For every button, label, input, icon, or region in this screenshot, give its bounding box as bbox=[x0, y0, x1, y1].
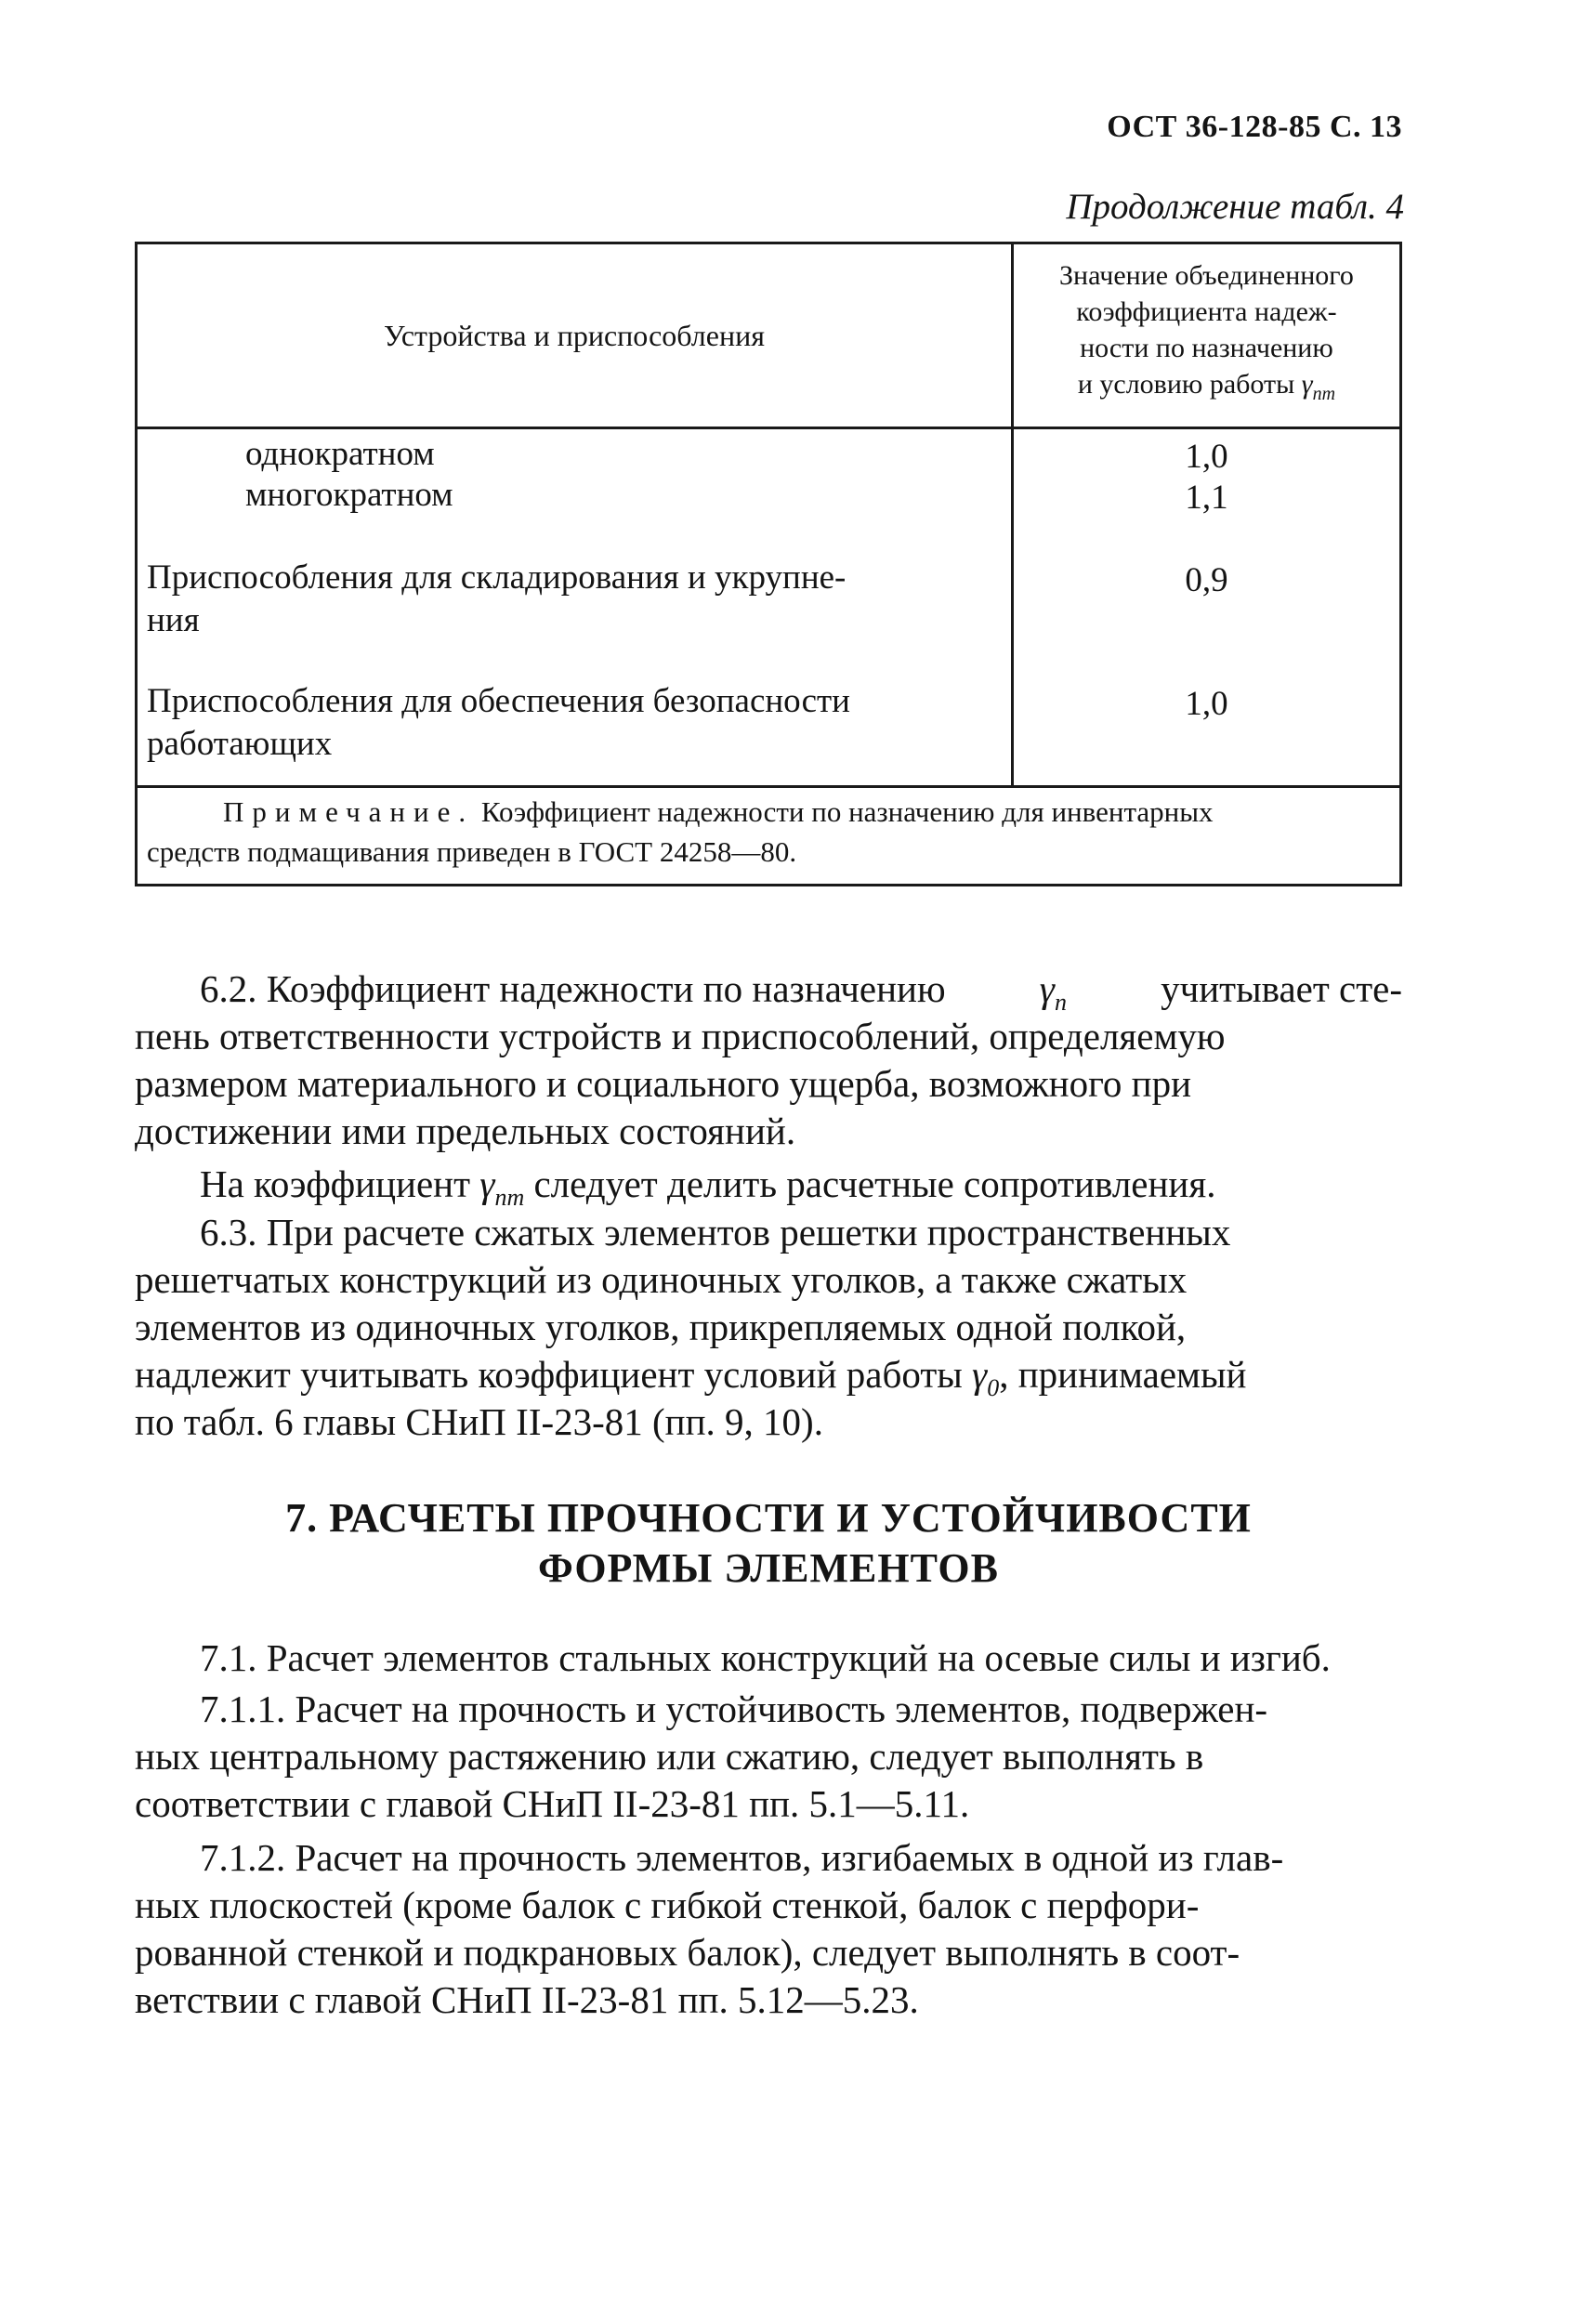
table-header-devices bbox=[138, 244, 1011, 427]
para-7-1: 7.1. Расчет элементов стальных конструкций на осевые силы и изгиб. bbox=[200, 1636, 1331, 1679]
gamma-letter: γ bbox=[1301, 369, 1313, 400]
table-continuation-label: Продолжение табл. 4 bbox=[1066, 187, 1404, 227]
table-header-coefficient bbox=[1011, 244, 1399, 427]
gamma-subscript: nm bbox=[1312, 384, 1336, 404]
header-coefficient-line-last bbox=[1014, 366, 1399, 413]
para-6-2-line-4: достижении ими предельных состояний. bbox=[135, 1109, 796, 1152]
para-6-3-line-2: решетчатых конструкций из одиночных уголков, а также сжатых bbox=[135, 1258, 1188, 1301]
row-value-multiple: 1,1 bbox=[1185, 479, 1228, 517]
gamma-letter: γ bbox=[972, 1353, 988, 1396]
para-6-2-line-2: пень ответственности устройств и приспособлений, определяемую bbox=[135, 1015, 1226, 1057]
gamma-0-symbol bbox=[972, 1353, 1000, 1402]
para-7-1-2-line-3: рованной стенкой и подкрановых балок), следует выполнять в соот- bbox=[135, 1931, 1240, 1974]
row-label-storage bbox=[147, 557, 846, 642]
row-value-single: 1,0 bbox=[1185, 438, 1228, 476]
text-span: 6.2. Коэффициент надежности по назначению bbox=[200, 967, 946, 1010]
section-title-line-1: 7. РАСЧЕТЫ ПРОЧНОСТИ И УСТОЙЧИВОСТИ bbox=[285, 1495, 1252, 1541]
row-label-multiple: многократном bbox=[245, 476, 453, 514]
row-label-line: ния bbox=[147, 601, 200, 639]
text-span: На коэффициент bbox=[200, 1162, 471, 1205]
row-label-line: Приспособления для складирования и укрупне- bbox=[147, 558, 846, 597]
para-6-3-line-5: по табл. 6 главы СНиП II-23-81 (пп. 9, 10). bbox=[135, 1400, 823, 1443]
header-devices-text: Устройства и приспособления bbox=[384, 318, 765, 352]
coefficient-table bbox=[135, 242, 1402, 886]
para-6-3-line-1: 6.3. При расчете сжатых элементов решетки пространственных bbox=[200, 1211, 1231, 1254]
table-body bbox=[138, 429, 1399, 788]
text-span: следует делить расчетные сопротивления. bbox=[533, 1162, 1216, 1205]
header-coefficient-text: и условию работы bbox=[1077, 369, 1295, 400]
text-span: надлежит учитывать коэффициент условий работы bbox=[135, 1353, 963, 1396]
text-span: учитывает сте- bbox=[1161, 967, 1402, 1010]
note-label: Примечание. bbox=[223, 795, 475, 828]
para-7-1-2-line-1: 7.1.2. Расчет на прочность элементов, изгибаемых в одной из глав- bbox=[200, 1836, 1284, 1879]
running-head: ОСТ 36-128-85 С. 13 bbox=[1107, 110, 1402, 144]
table-body-labels bbox=[138, 429, 1011, 785]
para-7-1-1-line-2: ных центральному растяжению или сжатию, следует выполнять в bbox=[135, 1735, 1204, 1778]
text-span: , принимаемый bbox=[999, 1353, 1247, 1396]
gamma-subscript: 0 bbox=[987, 1374, 1000, 1402]
gamma-nm-symbol bbox=[1301, 369, 1336, 404]
table-body-values bbox=[1011, 429, 1399, 785]
note-text-1: Коэффициент надежности по назначению для инвентарных bbox=[480, 795, 1214, 828]
gamma-subscript: n bbox=[1054, 989, 1067, 1017]
row-value-safety: 1,0 bbox=[1185, 685, 1228, 723]
gamma-letter: γ bbox=[1039, 967, 1055, 1010]
header-coefficient-line: Значение объединенного bbox=[1059, 260, 1354, 291]
note-line-1 bbox=[223, 792, 1214, 832]
para-7-1-2-line-4: ветствии с главой СНиП II-23-81 пп. 5.12—5.23. bbox=[135, 1978, 919, 2021]
row-label-line: работающих bbox=[147, 725, 333, 763]
para-6-2-line-3: размером материального и социального ущерба, возможного при bbox=[135, 1062, 1192, 1105]
note-line-2: средств подмащивания приведен в ГОСТ 24258—80. bbox=[147, 835, 797, 868]
para-7-1-1-line-3: соответствии с главой СНиП II-23-81 пп. 5.1—5.11. bbox=[135, 1782, 970, 1825]
row-label-safety bbox=[147, 680, 850, 766]
header-coefficient-line: ности по назначению bbox=[1080, 333, 1333, 363]
row-label-single: однократном bbox=[245, 435, 435, 473]
gamma-letter: γ bbox=[479, 1162, 495, 1205]
row-label-line: Приспособления для обеспечения безопасности bbox=[147, 682, 850, 720]
table-note bbox=[138, 788, 1399, 884]
header-coefficient-line: коэффициента надеж- bbox=[1076, 296, 1337, 327]
para-7-1-1-line-1: 7.1.1. Расчет на прочность и устойчивость элементов, подвержен- bbox=[200, 1687, 1268, 1730]
para-7-1-2-line-2: ных плоскостей (кроме балок с гибкой стенкой, балок с перфори- bbox=[135, 1884, 1200, 1926]
section-title-line-2: ФОРМЫ ЭЛЕМЕНТОВ bbox=[538, 1545, 999, 1591]
para-6-3-line-3: элементов из одиночных уголков, прикрепляемых одной полкой, bbox=[135, 1306, 1187, 1348]
row-value-storage: 0,9 bbox=[1185, 561, 1228, 599]
gamma-subscript: nm bbox=[494, 1184, 525, 1212]
table-header-row bbox=[138, 244, 1399, 429]
gamma-nm-symbol bbox=[479, 1162, 525, 1212]
